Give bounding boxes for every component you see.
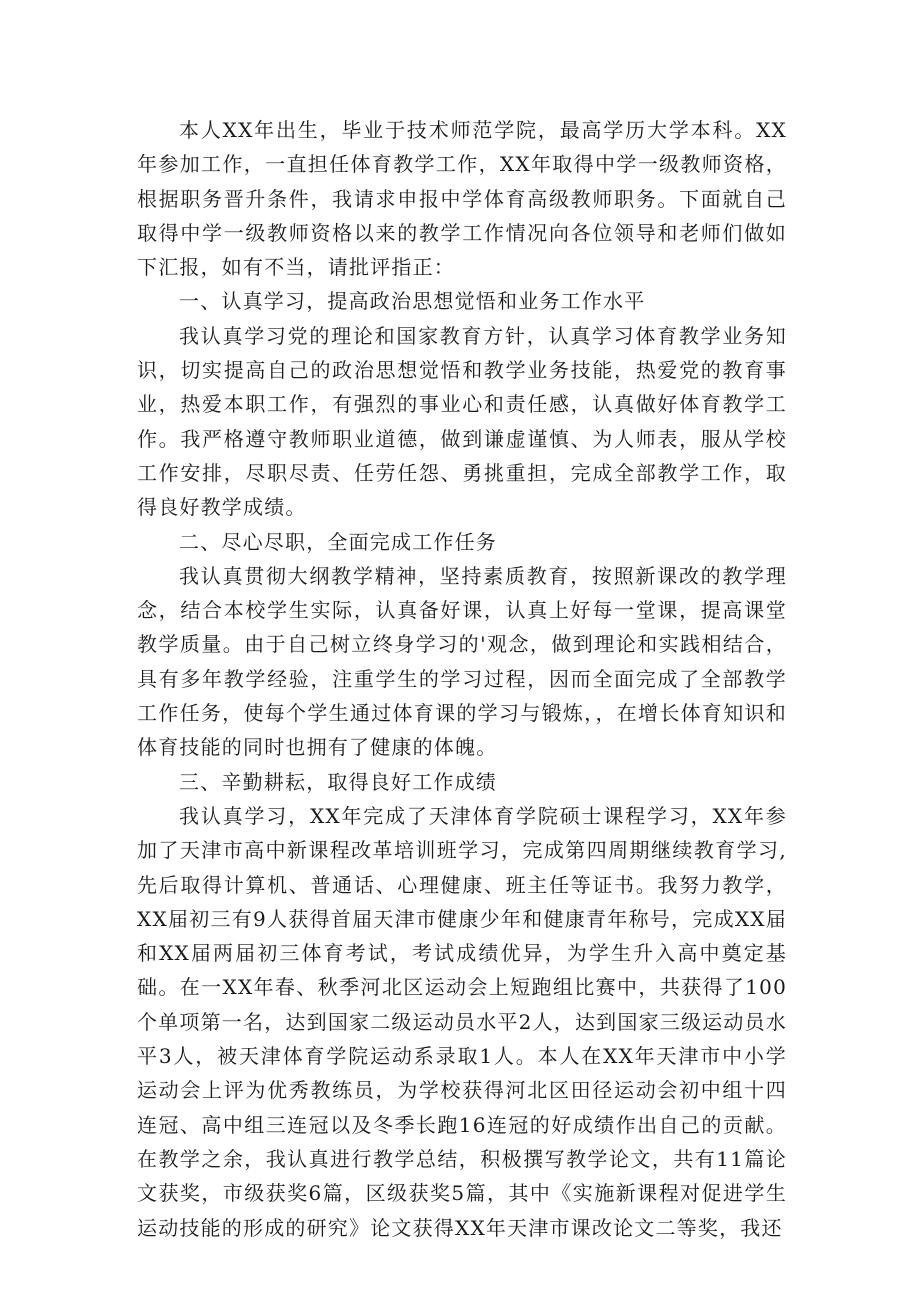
section-heading-3: 三、辛勤耕耘，取得良好工作成绩	[179, 769, 497, 794]
paragraph-section-1: 我认真学习党的理论和国家教育方针，认真学习体育教学业务知识，切实提高自己的政治思想觉悟和教学业务技能，热爱党的教育事业，热爱本职工作，有强烈的事业心和责任感，认真做好体育教学工作。我严格遵守教师职业道德，做到谦虚谨慎、为人师表，服从学校工作安排，尽职尽责、任劳任怨、勇挑重担，完成全部教学工作，取得良好教学成绩。	[137, 323, 787, 520]
document-body	[137, 113, 787, 1245]
paragraph-section-2: 我认真贯彻大纲教学精神，坚持素质教育，按照新课改的教学理念，结合本校学生实际，认真备好课，认真上好每一堂课，提高课堂教学质量。由于自己树立终身学习的'观念，做到理论和实践相结合，具有多年教学经验，注重学生的学习过程，因而全面完成了全部教学工作任务，使每个学生通过体育课的学习与锻炼，，在增长体育知识和体育技能的同时也拥有了健康的体魄。	[137, 563, 787, 760]
section-heading-1: 一、认真学习，提高政治思想觉悟和业务工作水平	[179, 289, 646, 314]
paragraph-section-3: 我认真学习，XX年完成了天津体育学院硕士课程学习，XX年参加了天津市高中新课程改革培训班学习，完成第四周期继续教育学习,先后取得计算机、普通话、心理健康、班主任等证书。我努力教学，XX届初三有9人获得首届天津市健康少年和健康青年称号，完成XX届和XX届两届初三体育考试，考试成绩优异，为学生升入高中奠定基础。在一XX年春、秋季河北区运动会上短跑组比赛中，共获得了100个单项第一名，达到国家二级运动员水平2人，达到国家三级运动员水平3人，被天津体育学院运动系录取1人。本人在XX年天津市中小学运动会上评为优秀教练员，为学校获得河北区田径运动会初中组十四连冠、高中组三连冠以及冬季长跑16连冠的好成绩作出自己的贡献。在教学之余，我认真进行教学总结，积极撰写教学论文，共有11篇论文获奖，市级获奖6篇，区级获奖5篇，其中《实施新课程对促进学生运动技能的形成的研究》论文获得XX年天津市课改论文二等奖，我还	[137, 803, 787, 1240]
section-heading-2: 二、尽心尽职，全面完成工作任务	[179, 529, 497, 554]
paragraph-intro: 本人XX年出生，毕业于技术师范学院，最高学历大学本科。XX年参加工作，一直担任体育教学工作，XX年取得中学一级教师资格，根据职务晋升条件，我请求申报中学体育高级教师职务。下面就自己取得中学一级教师资格以来的教学工作情况向各位领导和老师们做如下汇报，如有不当，请批评指正：	[137, 118, 787, 280]
